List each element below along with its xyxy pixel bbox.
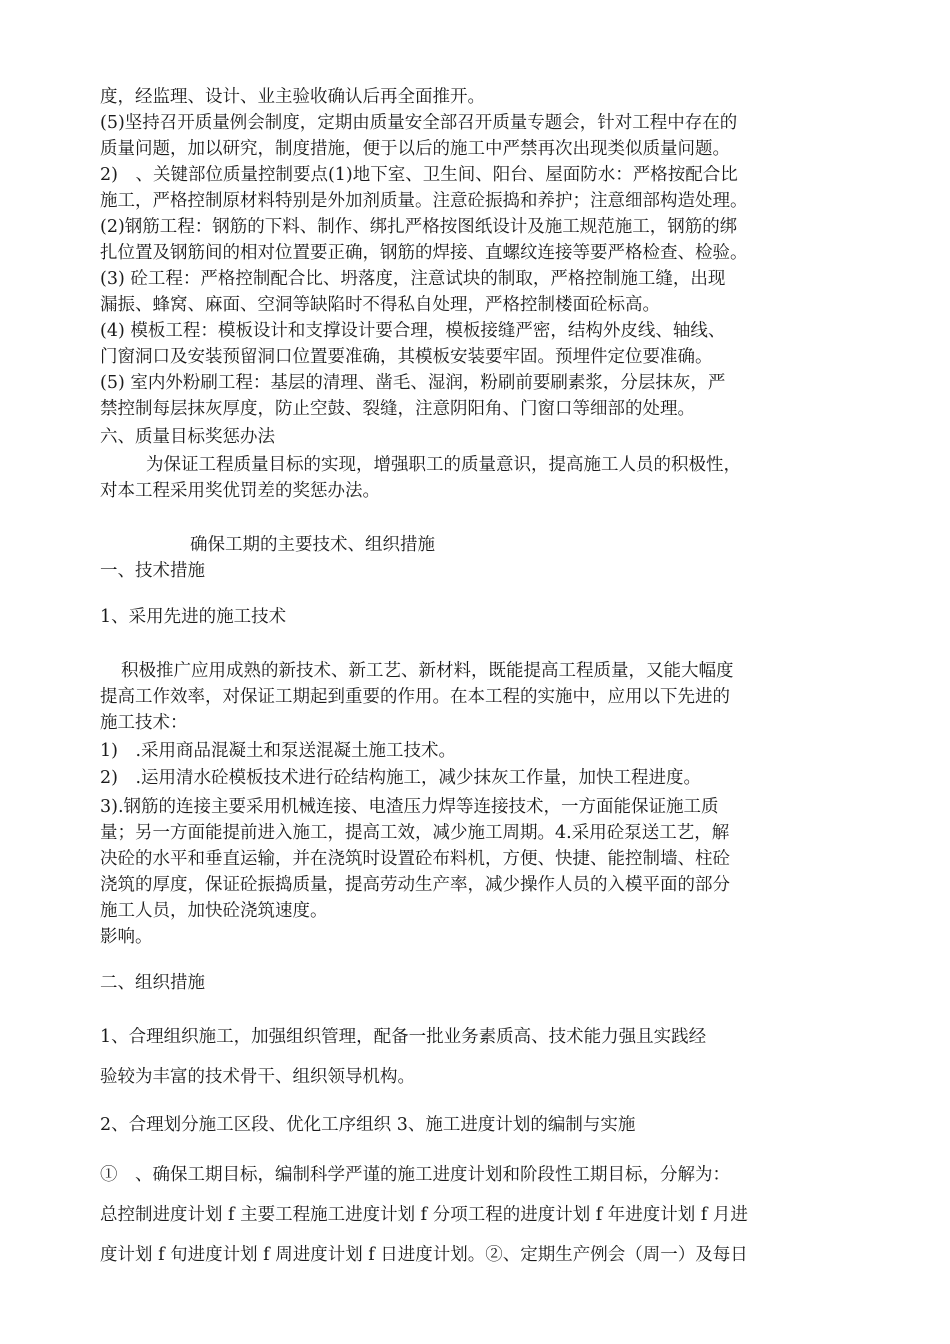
subsection-heading: 1、采用先进的施工技术 xyxy=(100,607,287,627)
text-line: (5)坚持召开质量例会制度，定期由质量安全部召开质量专题会，针对工程中存在的 xyxy=(100,113,738,133)
section-heading: 一、技术措施 xyxy=(100,561,205,581)
text-line: ① 、确保工期目标，编制科学严谨的施工进度计划和阶段性工期目标，分解为： xyxy=(100,1165,730,1185)
text-line: 施工人员，加快砼浇筑速度。 xyxy=(100,901,328,921)
text-line: 施工，严格控制原材料特别是外加剂质量。注意砼振捣和养护；注意细部构造处理。 xyxy=(100,191,748,211)
text-line: 施工技术： xyxy=(100,713,188,733)
list-item: 1) .采用商品混凝土和泵送混凝土施工技术。 xyxy=(100,741,457,761)
document-title: 确保工期的主要技术、组织措施 xyxy=(190,535,435,555)
text-line: 质量问题，加以研究，制度措施，便于以后的施工中严禁再次出现类似质量问题。 xyxy=(100,139,730,159)
text-line: 度，经监理、设计、业主验收确认后再全面推开。 xyxy=(100,87,485,107)
text-line: 门窗洞口及安装预留洞口位置要准确，其模板安装要牢固。预埋件定位要准确。 xyxy=(100,347,713,367)
text-line: 影响。 xyxy=(100,927,153,947)
text-line: 决砼的水平和垂直运输，并在浇筑时设置砼布料机，方便、快捷、能控制墙、柱砼 xyxy=(100,849,730,869)
text-line: 验较为丰富的技术骨干、组织领导机构。 xyxy=(100,1067,415,1087)
text-line: (2)钢筋工程：钢筋的下料、制作、绑扎严格按图纸设计及施工规范施工，钢筋的绑 xyxy=(100,217,738,237)
text-line: 度计划 f 旬进度计划 f 周进度计划 f 日进度计划。②、定期生产例会（周一）及每日 xyxy=(100,1245,748,1265)
text-line: (4) 模板工程：模板设计和支撑设计要合理，模板接缝严密，结构外皮线、轴线、 xyxy=(100,321,726,341)
list-item: 2) .运用清水砼模板技术进行砼结构施工，减少抹灰工作量，加快工程进度。 xyxy=(100,768,702,788)
section-heading: 二、组织措施 xyxy=(100,973,205,993)
text-line: 1、合理组织施工，加强组织管理，配备一批业务素质高、技术能力强且实践经 xyxy=(100,1027,707,1047)
text-line: 2、合理划分施工区段、优化工序组织 3、施工进度计划的编制与实施 xyxy=(100,1115,636,1135)
text-line: 对本工程采用奖优罚差的奖惩办法。 xyxy=(100,481,380,501)
text-line: 总控制进度计划 f 主要工程施工进度计划 f 分项工程的进度计划 f 年进度计划 f 月进 xyxy=(100,1205,748,1225)
text-line: 禁控制每层抹灰厚度，防止空鼓、裂缝，注意阴阳角、门窗口等细部的处理。 xyxy=(100,399,695,419)
text-line: 提高工作效率，对保证工期起到重要的作用。在本工程的实施中，应用以下先进的 xyxy=(100,687,730,707)
text-line: (3) 砼工程：严格控制配合比、坍落度，注意试块的制取，严格控制施工缝，出现 xyxy=(100,269,726,289)
text-line: 为保证工程质量目标的实现，增强职工的质量意识，提高施工人员的积极性， xyxy=(146,455,741,475)
list-item: 3).钢筋的连接主要采用机械连接、电渣压力焊等连接技术，一方面能保证施工质 xyxy=(100,797,719,817)
text-line: 2) 、关键部位质量控制要点(1)地下室、卫生间、阳台、屋面防水：严格按配合比 xyxy=(100,165,738,185)
text-line: 浇筑的厚度，保证砼振捣质量，提高劳动生产率，减少操作人员的入模平面的部分 xyxy=(100,875,730,895)
text-line: 量；另一方面能提前进入施工，提高工效，减少施工周期。4.采用砼泵送工艺，解 xyxy=(100,823,730,843)
section-heading: 六、质量目标奖惩办法 xyxy=(100,427,275,447)
text-line: 积极推广应用成熟的新技术、新工艺、新材料，既能提高工程质量，又能大幅度 xyxy=(121,661,734,681)
text-line: 漏振、蜂窝、麻面、空洞等缺陷时不得私自处理，严格控制楼面砼标高。 xyxy=(100,295,660,315)
text-line: 扎位置及钢筋间的相对位置要正确，钢筋的焊接、直螺纹连接等要严格检查、检验。 xyxy=(100,243,748,263)
text-line: (5) 室内外粉刷工程：基层的清理、凿毛、湿润，粉刷前要刷素浆，分层抹灰，严 xyxy=(100,373,726,393)
